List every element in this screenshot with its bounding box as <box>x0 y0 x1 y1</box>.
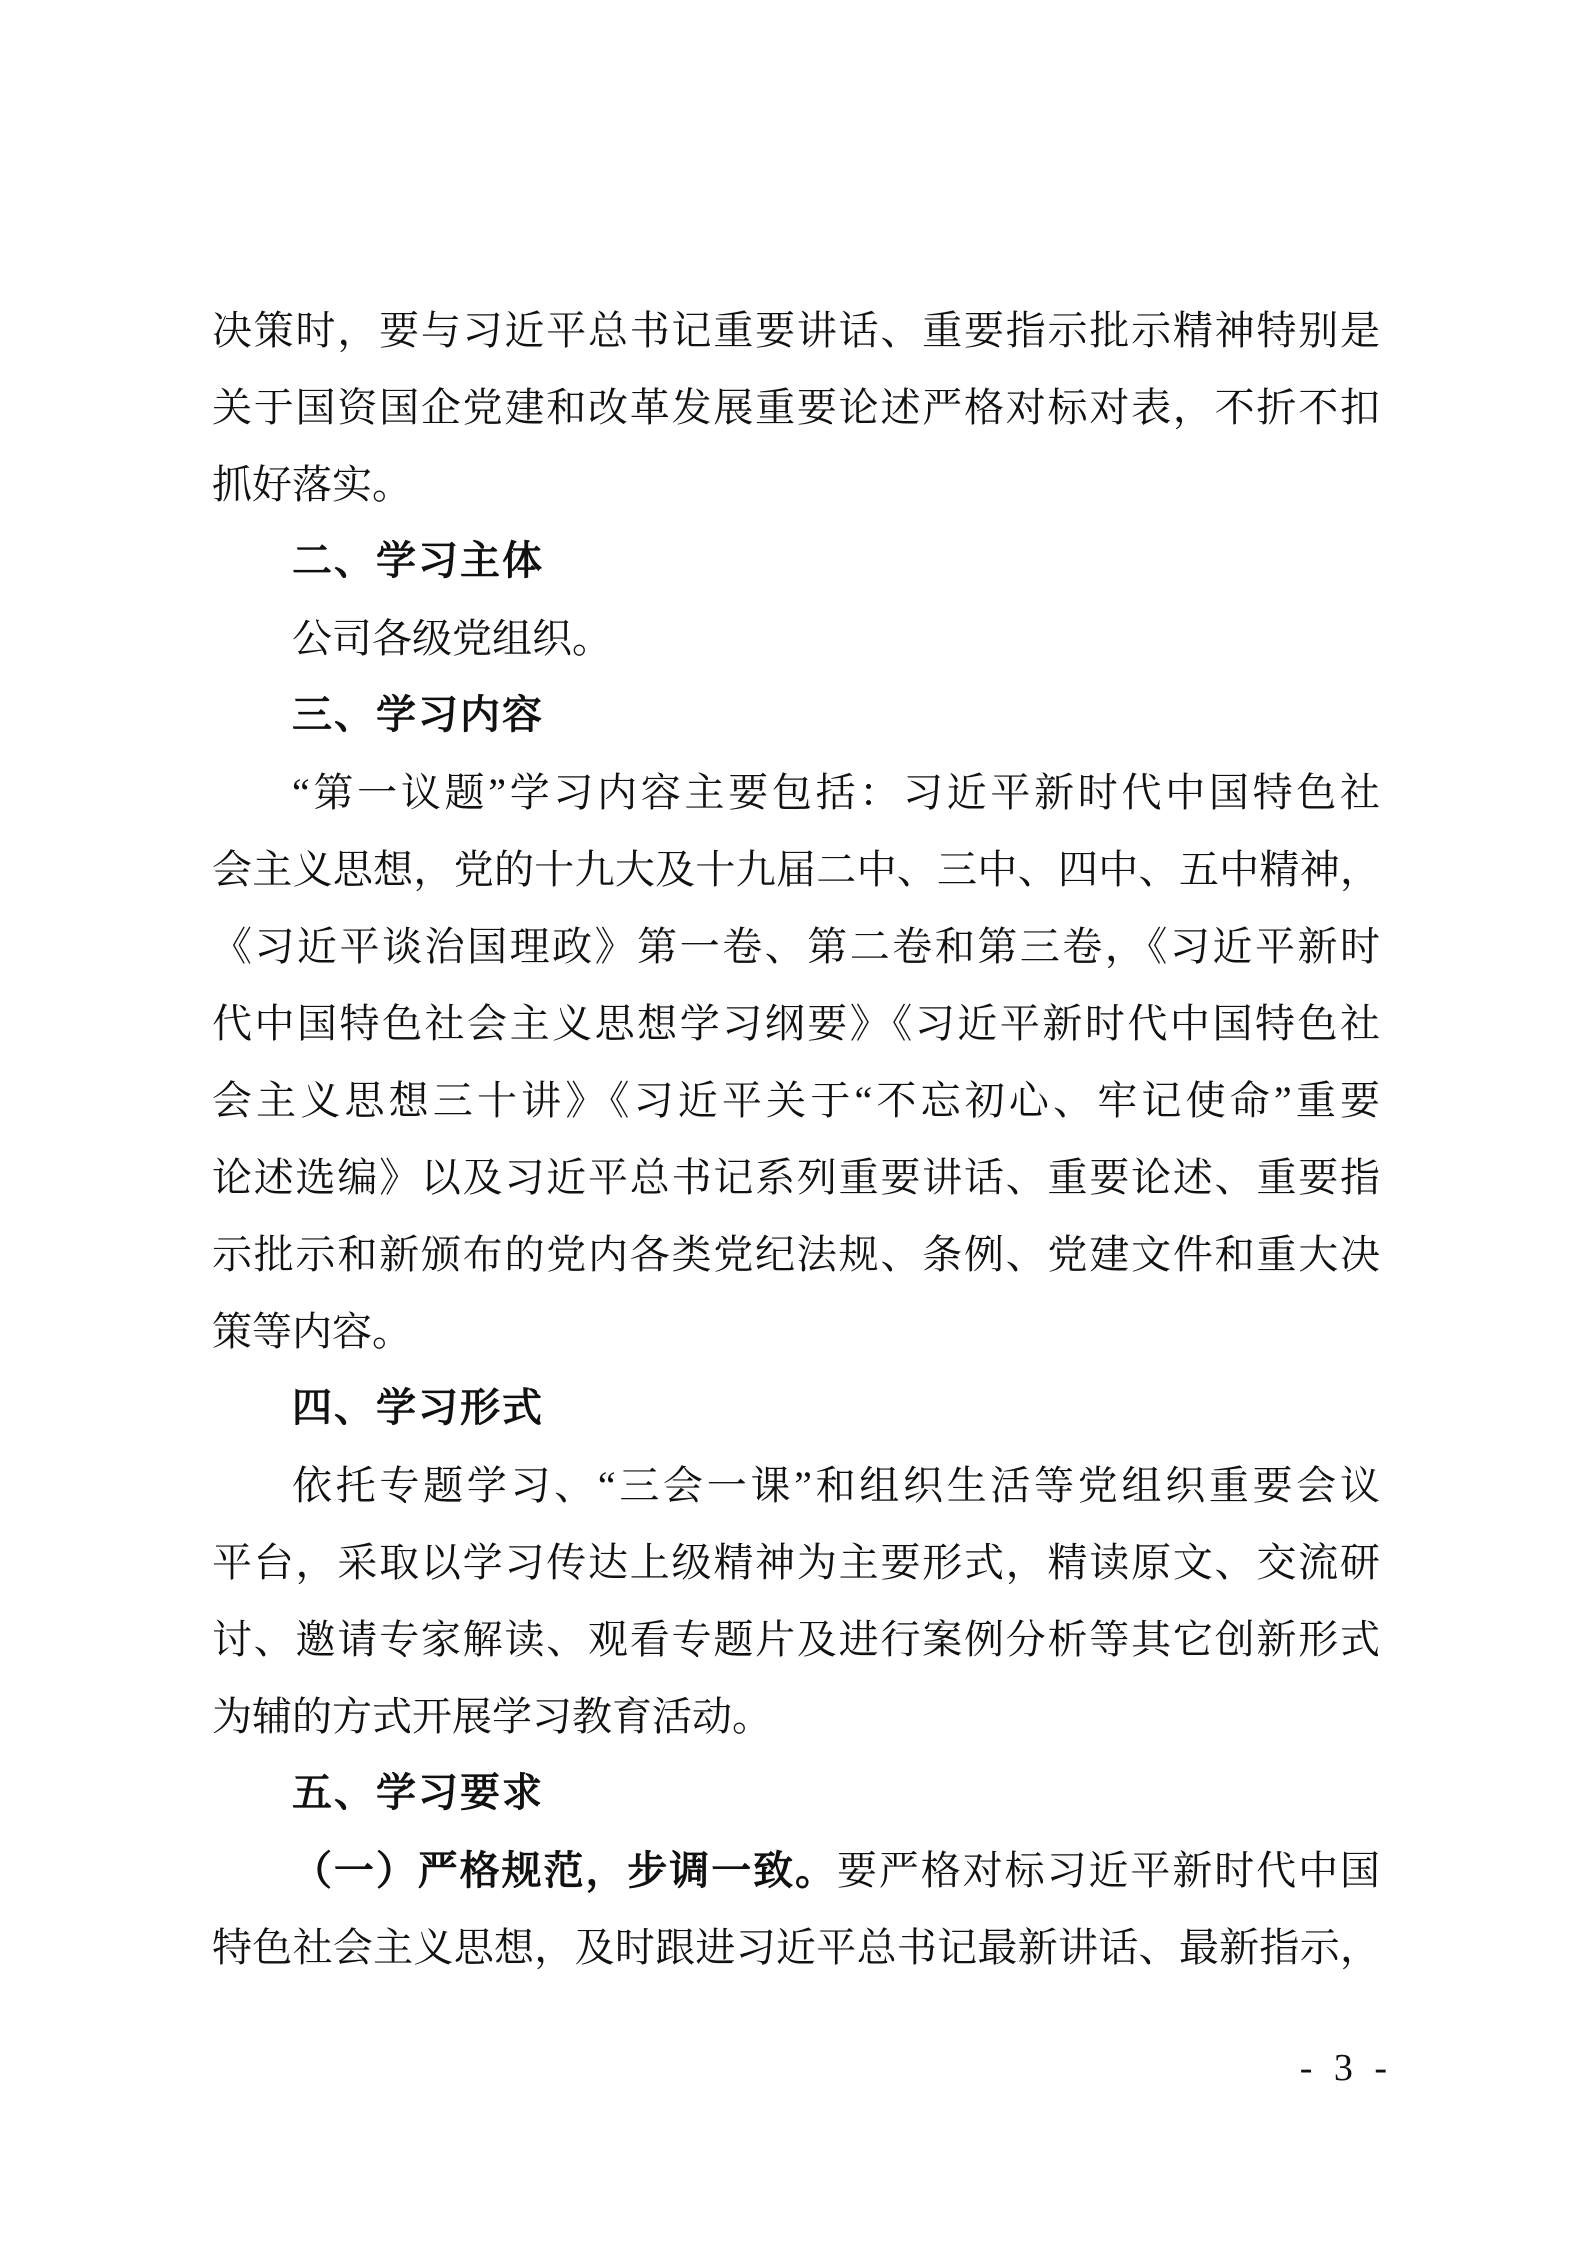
body-line <box>212 1678 1380 1755</box>
section-heading <box>212 1755 1380 1832</box>
body-line <box>212 369 1380 446</box>
text-run: 二、学习主体 <box>292 539 544 583</box>
text-run: 会主义思想三十讲》《习近平关于“不忘初心、牢记使命”重要 <box>212 1078 1380 1123</box>
text-run: 抓好落实。 <box>212 462 412 507</box>
text-run: 四、学习形式 <box>292 1386 544 1430</box>
body-line <box>212 1293 1380 1370</box>
text-run: “第一议题”学习内容主要包括：习近平新时代中国特色社 <box>292 770 1380 815</box>
body-line <box>212 1601 1380 1678</box>
section-heading <box>212 677 1380 754</box>
text-run: 平台，采取以学习传达上级精神为主要形式，精读原文、交流研 <box>212 1540 1380 1585</box>
text-run: 论述选编》以及习近平总书记系列重要讲话、重要论述、重要指 <box>212 1155 1380 1200</box>
text-run: 关于国资国企党建和改革发展重要论述严格对标对表，不折不扣 <box>212 385 1380 430</box>
body-line <box>212 292 1380 369</box>
text-run: 会主义思想，党的十九大及十九届二中、三中、四中、五中精神， <box>212 847 1380 892</box>
text-run: 策等内容。 <box>212 1309 412 1354</box>
body-line <box>212 1139 1380 1216</box>
text-run: 依托专题学习、“三会一课”和组织生活等党组织重要会议 <box>292 1463 1380 1508</box>
body-line <box>212 754 1380 831</box>
text-run: 代中国特色社会主义思想学习纲要》《习近平新时代中国特色社 <box>212 1001 1380 1046</box>
body-line <box>212 985 1380 1062</box>
text-run: 要严格对标习近平新时代中国 <box>836 1848 1380 1893</box>
body-line <box>212 1062 1380 1139</box>
body-line <box>212 1447 1380 1524</box>
text-run: 讨、邀请专家解读、观看专题片及进行案例分析等其它创新形式 <box>212 1617 1380 1662</box>
text-run: 三、学习内容 <box>292 693 544 737</box>
text-run: 公司各级党组织。 <box>292 616 612 661</box>
section-heading <box>212 1370 1380 1447</box>
bold-text-run: （一）严格规范，步调一致。 <box>292 1849 837 1893</box>
text-run: 示批示和新颁布的党内各类党纪法规、条例、党建文件和重大决 <box>212 1232 1380 1277</box>
body-line <box>212 1909 1380 1986</box>
text-run: 五、学习要求 <box>292 1771 544 1815</box>
section-heading <box>212 523 1380 600</box>
body-line <box>212 908 1380 985</box>
document-body <box>212 292 1380 1986</box>
body-line <box>212 600 1380 677</box>
page-number: - 3 - <box>1299 2047 1393 2089</box>
text-run: 为辅的方式开展学习教育活动。 <box>212 1694 772 1739</box>
body-line <box>212 446 1380 523</box>
text-run: 特色社会主义思想，及时跟进习近平总书记最新讲话、最新指示， <box>212 1925 1380 1970</box>
body-line <box>212 1524 1380 1601</box>
body-line <box>212 831 1380 908</box>
body-line <box>212 1216 1380 1293</box>
text-run: 决策时，要与习近平总书记重要讲话、重要指示批示精神特别是 <box>212 308 1380 353</box>
text-run: 《习近平谈治国理政》第一卷、第二卷和第三卷，《习近平新时 <box>212 924 1380 969</box>
body-line <box>212 1832 1380 1909</box>
